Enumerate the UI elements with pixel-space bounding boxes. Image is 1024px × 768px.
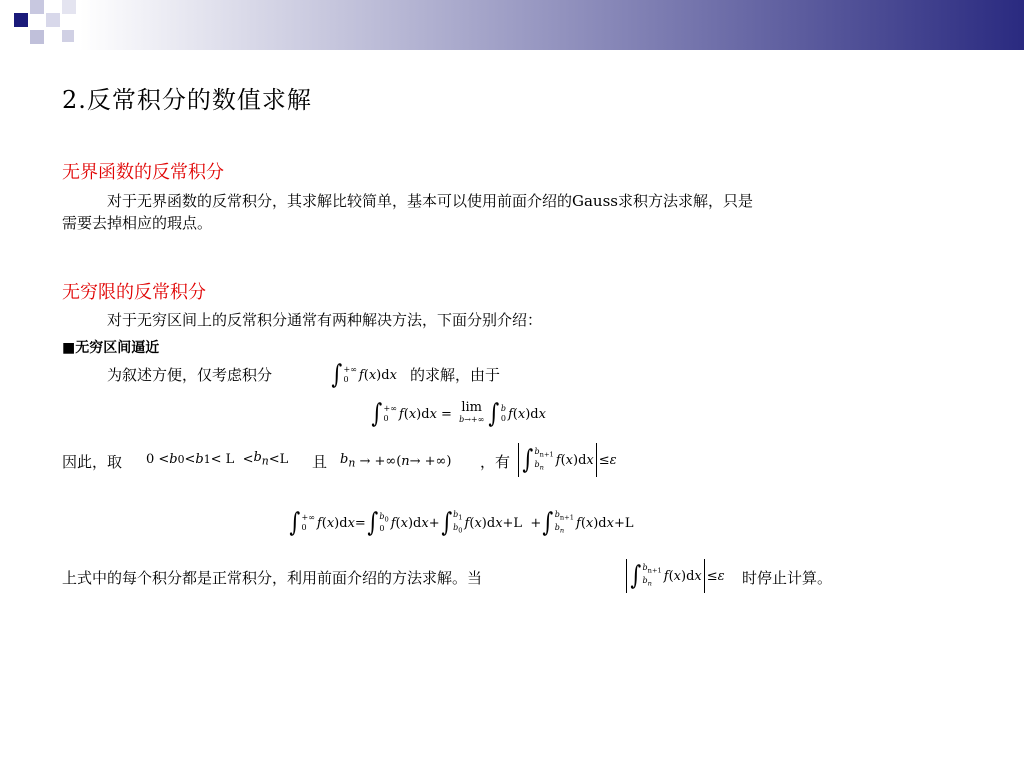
equation-sum: ∫ +∞ 0 f ( x )d x = ∫ $b_0$ 0 f ( x )d x + ∫ $b_1$ $b_0$ f ( x )d x +L + ∫ $b_{n+1}$ $b_n$ f ( x )d x +L [289, 508, 634, 538]
decor-square-light-2 [46, 13, 60, 27]
decor-square-light-1 [30, 0, 44, 14]
header-band [0, 0, 1024, 50]
decor-square-light-5 [62, 30, 74, 42]
tolerance-condition-1: ∫ $b_{n+1}$ $b_n$ f ( x )d x ≤ ε [516, 442, 617, 478]
section1-heading: 无界函数的反常积分 [62, 162, 224, 183]
line-b-text2: 且 [312, 453, 328, 471]
decor-square-light-3 [30, 30, 44, 44]
line-c-text1: 上式中的每个积分都是正常积分，利用前面介绍的方法求解。当 [62, 569, 483, 587]
line-b-text3: ，有 [480, 453, 511, 471]
section1-line2: 需要去掉相应的瑕点。 [62, 214, 213, 232]
integral-formula-a: ∫ +∞ 0 f ( x )d x [331, 360, 397, 390]
decor-square-dark-1 [14, 13, 28, 27]
equation-limit: ∫ +∞ 0 f ( x )d x = lim b→+∞ ∫ b 0 f ( x )d x [371, 399, 546, 429]
section2-heading: 无穷限的反常积分 [62, 282, 206, 303]
page-title: 2.反常积分的数值求解 [62, 86, 312, 114]
limit-condition: $b_n$ → +∞( n → +∞) [340, 452, 452, 470]
line-b-text1: 因此，取 [62, 453, 123, 471]
sequence-condition: 0 < b 0 < b 1 < L < $b_n$ <L [146, 450, 289, 468]
line-a-text2: 的求解，由于 [410, 366, 501, 384]
decor-square-light-4 [62, 0, 76, 14]
section1-line1: 对于无界函数的反常积分，其求解比较简单，基本可以使用前面介绍的Gauss求积方法求解，只是 [107, 192, 753, 210]
bullet-heading: ■无穷区间逼近 [62, 340, 160, 356]
line-c-text2: 时停止计算。 [742, 569, 833, 587]
section2-intro: 对于无穷区间上的反常积分通常有两种解决方法，下面分别介绍： [107, 311, 543, 329]
line-a-text1: 为叙述方便，仅考虑积分 [107, 366, 273, 384]
tolerance-condition-2: ∫ $b_{n+1}$ $b_n$ f ( x )d x ≤ ε [624, 558, 725, 594]
